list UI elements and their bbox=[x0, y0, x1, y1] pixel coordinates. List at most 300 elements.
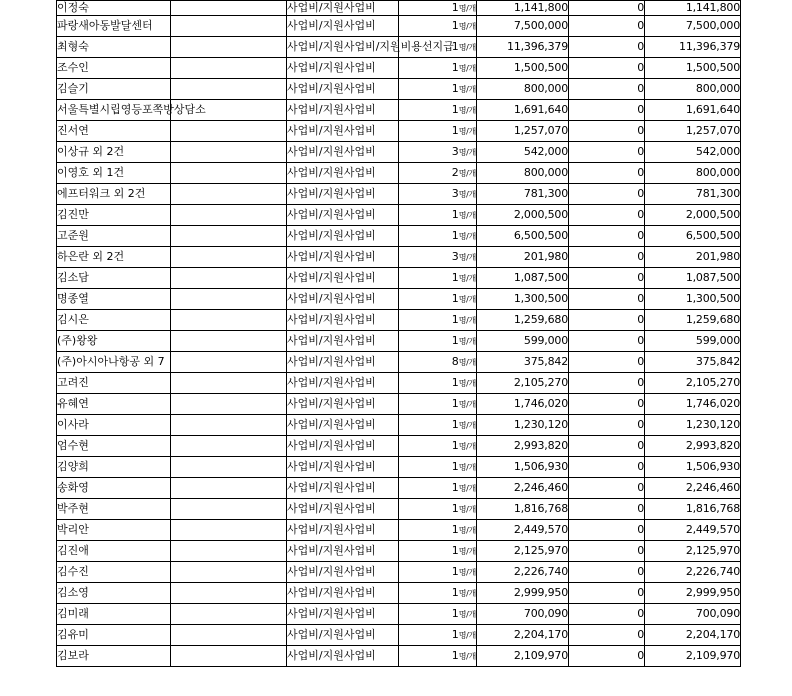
quantity-cell bbox=[399, 268, 477, 289]
quantity-value: 1 bbox=[451, 333, 459, 347]
quantity-value: 1 bbox=[451, 627, 459, 641]
total-cell: 781,300 bbox=[645, 184, 741, 205]
quantity-cell bbox=[399, 562, 477, 583]
category-cell: 사업비/지원사업비 bbox=[287, 331, 399, 352]
amount-cell: 599,000 bbox=[477, 331, 569, 352]
category-cell: 사업비/지원사업비 bbox=[287, 247, 399, 268]
quantity-cell bbox=[399, 1, 477, 16]
amount-cell: 1,506,930 bbox=[477, 457, 569, 478]
category-cell: 사업비/지원사업비 bbox=[287, 163, 399, 184]
amount-cell: 11,396,379 bbox=[477, 37, 569, 58]
quantity-value: 8 bbox=[451, 354, 459, 368]
category-cell: 사업비/지원사업비 bbox=[287, 352, 399, 373]
quantity-value: 1 bbox=[451, 417, 459, 431]
quantity-unit: 명/개 bbox=[458, 504, 476, 514]
payee-name-cell: 이영호 외 1건 bbox=[57, 163, 171, 184]
table-row[interactable] bbox=[57, 79, 741, 100]
quantity-unit: 명/개 bbox=[458, 189, 476, 199]
quantity-value: 3 bbox=[451, 186, 459, 200]
table-row[interactable] bbox=[57, 415, 741, 436]
payee-name-cell: 이상규 외 2건 bbox=[57, 142, 171, 163]
total-cell: 2,109,970 bbox=[645, 646, 741, 667]
quantity-value: 1 bbox=[451, 501, 459, 515]
amount-cell: 1,691,640 bbox=[477, 100, 569, 121]
amount-cell: 781,300 bbox=[477, 184, 569, 205]
deduction-cell: 0 bbox=[569, 37, 645, 58]
quantity-unit: 명/개 bbox=[458, 399, 476, 409]
table-row[interactable] bbox=[57, 37, 741, 58]
quantity-unit: 명/개 bbox=[458, 21, 476, 31]
quantity-value: 1 bbox=[451, 312, 459, 326]
amount-cell: 1,141,800 bbox=[477, 1, 569, 16]
total-cell: 2,105,270 bbox=[645, 373, 741, 394]
quantity-cell bbox=[399, 163, 477, 184]
amount-cell: 1,230,120 bbox=[477, 415, 569, 436]
quantity-cell bbox=[399, 184, 477, 205]
payee-name-cell: 김진만 bbox=[57, 205, 171, 226]
deduction-cell: 0 bbox=[569, 1, 645, 16]
table-row[interactable] bbox=[57, 226, 741, 247]
payee-name-cell: 진서연 bbox=[57, 121, 171, 142]
category-cell: 사업비/지원사업비 bbox=[287, 520, 399, 541]
quantity-value: 1 bbox=[451, 291, 459, 305]
memo-cell bbox=[171, 394, 287, 415]
quantity-cell bbox=[399, 352, 477, 373]
quantity-unit: 명/개 bbox=[458, 336, 476, 346]
deduction-cell: 0 bbox=[569, 436, 645, 457]
amount-cell: 2,246,460 bbox=[477, 478, 569, 499]
payee-name-cell: 이사라 bbox=[57, 415, 171, 436]
quantity-unit: 명/개 bbox=[458, 252, 476, 262]
payee-name-cell: 하은란 외 2건 bbox=[57, 247, 171, 268]
category-cell: 사업비/지원사업비 bbox=[287, 478, 399, 499]
payee-name-cell: 김소담 bbox=[57, 268, 171, 289]
total-cell: 700,090 bbox=[645, 604, 741, 625]
quantity-cell bbox=[399, 457, 477, 478]
category-cell: 사업비/지원사업비 bbox=[287, 625, 399, 646]
deduction-cell: 0 bbox=[569, 205, 645, 226]
ledger-sheet bbox=[56, 0, 740, 696]
category-cell: 사업비/지원사업비 bbox=[287, 121, 399, 142]
deduction-cell: 0 bbox=[569, 352, 645, 373]
table-row[interactable] bbox=[57, 583, 741, 604]
table-row[interactable] bbox=[57, 16, 741, 37]
table-row[interactable] bbox=[57, 100, 741, 121]
memo-cell bbox=[171, 373, 287, 394]
quantity-cell bbox=[399, 625, 477, 646]
deduction-cell: 0 bbox=[569, 58, 645, 79]
quantity-value: 1 bbox=[451, 18, 459, 32]
memo-cell bbox=[171, 226, 287, 247]
total-cell: 2,226,740 bbox=[645, 562, 741, 583]
quantity-unit: 명/개 bbox=[458, 294, 476, 304]
memo-cell bbox=[171, 142, 287, 163]
memo-cell bbox=[171, 1, 287, 16]
quantity-unit: 명/개 bbox=[458, 609, 476, 619]
quantity-value: 1 bbox=[451, 585, 459, 599]
category-cell: 사업비/지원사업비 bbox=[287, 1, 399, 16]
memo-cell bbox=[171, 436, 287, 457]
total-cell: 800,000 bbox=[645, 79, 741, 100]
payee-name-cell: 조수인 bbox=[57, 58, 171, 79]
total-cell: 599,000 bbox=[645, 331, 741, 352]
memo-cell bbox=[171, 625, 287, 646]
total-cell: 1,506,930 bbox=[645, 457, 741, 478]
table-row[interactable] bbox=[57, 268, 741, 289]
total-cell: 11,396,379 bbox=[645, 37, 741, 58]
quantity-unit: 명/개 bbox=[458, 231, 476, 241]
quantity-value: 1 bbox=[451, 564, 459, 578]
memo-cell bbox=[171, 310, 287, 331]
memo-cell bbox=[171, 121, 287, 142]
total-cell: 1,230,120 bbox=[645, 415, 741, 436]
payee-name-cell: 김슬기 bbox=[57, 79, 171, 100]
memo-cell bbox=[171, 415, 287, 436]
payee-name-cell: 에프터워크 외 2건 bbox=[57, 184, 171, 205]
quantity-value: 1 bbox=[451, 648, 459, 662]
deduction-cell: 0 bbox=[569, 646, 645, 667]
table-row[interactable] bbox=[57, 1, 741, 16]
ledger-body bbox=[57, 1, 741, 667]
table-row[interactable] bbox=[57, 184, 741, 205]
quantity-unit: 명/개 bbox=[458, 483, 476, 493]
category-cell: 사업비/지원사업비 bbox=[287, 205, 399, 226]
quantity-value: 3 bbox=[451, 249, 459, 263]
quantity-unit: 명/개 bbox=[458, 378, 476, 388]
quantity-value: 3 bbox=[451, 144, 459, 158]
deduction-cell: 0 bbox=[569, 604, 645, 625]
total-cell: 800,000 bbox=[645, 163, 741, 184]
quantity-cell bbox=[399, 16, 477, 37]
table-row[interactable] bbox=[57, 142, 741, 163]
memo-cell bbox=[171, 58, 287, 79]
expense-ledger-table bbox=[56, 0, 741, 667]
amount-cell: 201,980 bbox=[477, 247, 569, 268]
quantity-unit: 명/개 bbox=[458, 42, 476, 52]
total-cell: 542,000 bbox=[645, 142, 741, 163]
quantity-value: 1 bbox=[451, 270, 459, 284]
deduction-cell: 0 bbox=[569, 100, 645, 121]
amount-cell: 1,257,070 bbox=[477, 121, 569, 142]
payee-name-cell: 박리안 bbox=[57, 520, 171, 541]
total-cell: 1,141,800 bbox=[645, 1, 741, 16]
quantity-value: 1 bbox=[451, 228, 459, 242]
quantity-value: 1 bbox=[451, 102, 459, 116]
category-cell: 사업비/지원사업비 bbox=[287, 142, 399, 163]
total-cell: 2,204,170 bbox=[645, 625, 741, 646]
quantity-cell bbox=[399, 289, 477, 310]
quantity-cell bbox=[399, 247, 477, 268]
quantity-unit: 명/개 bbox=[458, 441, 476, 451]
quantity-value: 1 bbox=[451, 60, 459, 74]
table-row[interactable] bbox=[57, 310, 741, 331]
table-row[interactable] bbox=[57, 58, 741, 79]
table-row[interactable] bbox=[57, 541, 741, 562]
quantity-cell bbox=[399, 646, 477, 667]
quantity-cell bbox=[399, 541, 477, 562]
amount-cell: 2,125,970 bbox=[477, 541, 569, 562]
amount-cell: 1,816,768 bbox=[477, 499, 569, 520]
total-cell: 2,993,820 bbox=[645, 436, 741, 457]
amount-cell: 2,105,270 bbox=[477, 373, 569, 394]
quantity-cell bbox=[399, 121, 477, 142]
quantity-cell bbox=[399, 436, 477, 457]
table-row[interactable] bbox=[57, 205, 741, 226]
category-cell: 사업비/지원사업비/지원비용선지급 bbox=[287, 37, 399, 58]
total-cell: 1,691,640 bbox=[645, 100, 741, 121]
table-row[interactable] bbox=[57, 499, 741, 520]
deduction-cell: 0 bbox=[569, 289, 645, 310]
amount-cell: 2,000,500 bbox=[477, 205, 569, 226]
category-cell: 사업비/지원사업비 bbox=[287, 583, 399, 604]
deduction-cell: 0 bbox=[569, 310, 645, 331]
deduction-cell: 0 bbox=[569, 520, 645, 541]
quantity-value: 1 bbox=[451, 375, 459, 389]
payee-name-cell: 명종열 bbox=[57, 289, 171, 310]
table-row[interactable] bbox=[57, 478, 741, 499]
table-row[interactable] bbox=[57, 352, 741, 373]
quantity-unit: 명/개 bbox=[458, 546, 476, 556]
quantity-cell bbox=[399, 583, 477, 604]
quantity-unit: 명/개 bbox=[458, 3, 476, 13]
quantity-cell bbox=[399, 499, 477, 520]
category-cell: 사업비/지원사업비 bbox=[287, 541, 399, 562]
amount-cell: 1,087,500 bbox=[477, 268, 569, 289]
category-cell: 사업비/지원사업비 bbox=[287, 184, 399, 205]
quantity-value: 1 bbox=[451, 396, 459, 410]
category-cell: 사업비/지원사업비 bbox=[287, 604, 399, 625]
deduction-cell: 0 bbox=[569, 499, 645, 520]
table-row[interactable] bbox=[57, 436, 741, 457]
deduction-cell: 0 bbox=[569, 394, 645, 415]
memo-cell bbox=[171, 79, 287, 100]
payee-name-cell: 김진애 bbox=[57, 541, 171, 562]
category-cell: 사업비/지원사업비 bbox=[287, 394, 399, 415]
payee-name-cell: 김양희 bbox=[57, 457, 171, 478]
payee-name-cell: 김소영 bbox=[57, 583, 171, 604]
deduction-cell: 0 bbox=[569, 247, 645, 268]
memo-cell bbox=[171, 247, 287, 268]
memo-cell bbox=[171, 583, 287, 604]
quantity-value: 1 bbox=[451, 0, 459, 14]
amount-cell: 6,500,500 bbox=[477, 226, 569, 247]
table-row[interactable] bbox=[57, 457, 741, 478]
quantity-cell bbox=[399, 226, 477, 247]
quantity-value: 1 bbox=[451, 207, 459, 221]
amount-cell: 800,000 bbox=[477, 163, 569, 184]
deduction-cell: 0 bbox=[569, 583, 645, 604]
payee-name-cell: 파랑새아동발달센터 bbox=[57, 16, 171, 37]
amount-cell: 1,300,500 bbox=[477, 289, 569, 310]
payee-name-cell: (주)왕왕 bbox=[57, 331, 171, 352]
total-cell: 1,746,020 bbox=[645, 394, 741, 415]
quantity-cell bbox=[399, 79, 477, 100]
amount-cell: 800,000 bbox=[477, 79, 569, 100]
deduction-cell: 0 bbox=[569, 16, 645, 37]
quantity-unit: 명/개 bbox=[458, 273, 476, 283]
table-row[interactable] bbox=[57, 373, 741, 394]
quantity-unit: 명/개 bbox=[458, 126, 476, 136]
total-cell: 2,125,970 bbox=[645, 541, 741, 562]
amount-cell: 1,259,680 bbox=[477, 310, 569, 331]
quantity-unit: 명/개 bbox=[458, 210, 476, 220]
deduction-cell: 0 bbox=[569, 142, 645, 163]
total-cell: 1,300,500 bbox=[645, 289, 741, 310]
quantity-cell bbox=[399, 520, 477, 541]
category-cell: 사업비/지원사업비 bbox=[287, 226, 399, 247]
deduction-cell: 0 bbox=[569, 331, 645, 352]
amount-cell: 2,999,950 bbox=[477, 583, 569, 604]
table-row[interactable] bbox=[57, 520, 741, 541]
quantity-value: 1 bbox=[451, 606, 459, 620]
category-cell: 사업비/지원사업비 bbox=[287, 58, 399, 79]
memo-cell bbox=[171, 562, 287, 583]
memo-cell bbox=[171, 457, 287, 478]
quantity-unit: 명/개 bbox=[458, 147, 476, 157]
quantity-unit: 명/개 bbox=[458, 462, 476, 472]
memo-cell bbox=[171, 163, 287, 184]
total-cell: 1,259,680 bbox=[645, 310, 741, 331]
payee-name-cell: 김보라 bbox=[57, 646, 171, 667]
payee-name-cell: 김수진 bbox=[57, 562, 171, 583]
total-cell: 2,246,460 bbox=[645, 478, 741, 499]
memo-cell bbox=[171, 352, 287, 373]
amount-cell: 2,993,820 bbox=[477, 436, 569, 457]
quantity-unit: 명/개 bbox=[458, 525, 476, 535]
category-cell: 사업비/지원사업비 bbox=[287, 16, 399, 37]
quantity-unit: 명/개 bbox=[458, 168, 476, 178]
memo-cell bbox=[171, 478, 287, 499]
deduction-cell: 0 bbox=[569, 562, 645, 583]
amount-cell: 1,500,500 bbox=[477, 58, 569, 79]
amount-cell: 2,109,970 bbox=[477, 646, 569, 667]
quantity-cell bbox=[399, 373, 477, 394]
amount-cell: 542,000 bbox=[477, 142, 569, 163]
table-row[interactable] bbox=[57, 121, 741, 142]
memo-cell bbox=[171, 37, 287, 58]
table-row[interactable] bbox=[57, 625, 741, 646]
payee-name-cell: 최형숙 bbox=[57, 37, 171, 58]
quantity-value: 1 bbox=[451, 438, 459, 452]
table-row[interactable] bbox=[57, 646, 741, 667]
total-cell: 2,449,570 bbox=[645, 520, 741, 541]
amount-cell: 7,500,000 bbox=[477, 16, 569, 37]
table-row[interactable] bbox=[57, 331, 741, 352]
quantity-value: 1 bbox=[451, 522, 459, 536]
deduction-cell: 0 bbox=[569, 268, 645, 289]
amount-cell: 2,226,740 bbox=[477, 562, 569, 583]
table-row[interactable] bbox=[57, 394, 741, 415]
total-cell: 1,087,500 bbox=[645, 268, 741, 289]
category-cell: 사업비/지원사업비 bbox=[287, 100, 399, 121]
payee-name-cell: 고려진 bbox=[57, 373, 171, 394]
deduction-cell: 0 bbox=[569, 478, 645, 499]
quantity-value: 1 bbox=[451, 123, 459, 137]
deduction-cell: 0 bbox=[569, 121, 645, 142]
memo-cell bbox=[171, 289, 287, 310]
quantity-value: 2 bbox=[451, 165, 459, 179]
payee-name-cell: 유혜연 bbox=[57, 394, 171, 415]
deduction-cell: 0 bbox=[569, 457, 645, 478]
payee-name-cell: (주)아시아나항공 외 7 bbox=[57, 352, 171, 373]
category-cell: 사업비/지원사업비 bbox=[287, 310, 399, 331]
quantity-cell bbox=[399, 205, 477, 226]
table-row[interactable] bbox=[57, 604, 741, 625]
deduction-cell: 0 bbox=[569, 541, 645, 562]
payee-name-cell: 박주현 bbox=[57, 499, 171, 520]
total-cell: 2,999,950 bbox=[645, 583, 741, 604]
memo-cell bbox=[171, 520, 287, 541]
total-cell: 1,500,500 bbox=[645, 58, 741, 79]
quantity-unit: 명/개 bbox=[458, 651, 476, 661]
quantity-cell bbox=[399, 142, 477, 163]
total-cell: 6,500,500 bbox=[645, 226, 741, 247]
quantity-unit: 명/개 bbox=[458, 357, 476, 367]
table-row[interactable] bbox=[57, 562, 741, 583]
memo-cell bbox=[171, 646, 287, 667]
memo-cell bbox=[171, 205, 287, 226]
payee-name-cell: 김유미 bbox=[57, 625, 171, 646]
total-cell: 201,980 bbox=[645, 247, 741, 268]
deduction-cell: 0 bbox=[569, 415, 645, 436]
quantity-value: 1 bbox=[451, 480, 459, 494]
memo-cell bbox=[171, 499, 287, 520]
quantity-cell bbox=[399, 310, 477, 331]
memo-cell bbox=[171, 184, 287, 205]
deduction-cell: 0 bbox=[569, 79, 645, 100]
deduction-cell: 0 bbox=[569, 184, 645, 205]
total-cell: 2,000,500 bbox=[645, 205, 741, 226]
table-row[interactable] bbox=[57, 289, 741, 310]
quantity-unit: 명/개 bbox=[458, 630, 476, 640]
quantity-unit: 명/개 bbox=[458, 105, 476, 115]
memo-cell bbox=[171, 541, 287, 562]
table-row[interactable] bbox=[57, 163, 741, 184]
memo-cell bbox=[171, 268, 287, 289]
payee-name-cell: 송화영 bbox=[57, 478, 171, 499]
quantity-unit: 명/개 bbox=[458, 315, 476, 325]
payee-name-cell: 서울특별시립영등포쪽방상담소 bbox=[57, 100, 171, 121]
quantity-unit: 명/개 bbox=[458, 63, 476, 73]
quantity-cell bbox=[399, 604, 477, 625]
table-row[interactable] bbox=[57, 247, 741, 268]
category-cell: 사업비/지원사업비 bbox=[287, 457, 399, 478]
category-cell: 사업비/지원사업비 bbox=[287, 79, 399, 100]
quantity-cell bbox=[399, 478, 477, 499]
amount-cell: 2,204,170 bbox=[477, 625, 569, 646]
total-cell: 1,816,768 bbox=[645, 499, 741, 520]
payee-name-cell: 이정숙 bbox=[57, 1, 171, 16]
total-cell: 375,842 bbox=[645, 352, 741, 373]
quantity-cell bbox=[399, 100, 477, 121]
quantity-value: 1 bbox=[451, 39, 459, 53]
quantity-unit: 명/개 bbox=[458, 84, 476, 94]
quantity-cell bbox=[399, 394, 477, 415]
payee-name-cell: 김시은 bbox=[57, 310, 171, 331]
deduction-cell: 0 bbox=[569, 163, 645, 184]
quantity-unit: 명/개 bbox=[458, 567, 476, 577]
deduction-cell: 0 bbox=[569, 226, 645, 247]
amount-cell: 700,090 bbox=[477, 604, 569, 625]
amount-cell: 2,449,570 bbox=[477, 520, 569, 541]
quantity-cell bbox=[399, 58, 477, 79]
category-cell: 사업비/지원사업비 bbox=[287, 646, 399, 667]
category-cell: 사업비/지원사업비 bbox=[287, 415, 399, 436]
deduction-cell: 0 bbox=[569, 625, 645, 646]
payee-name-cell: 김미래 bbox=[57, 604, 171, 625]
quantity-cell bbox=[399, 331, 477, 352]
memo-cell bbox=[171, 604, 287, 625]
